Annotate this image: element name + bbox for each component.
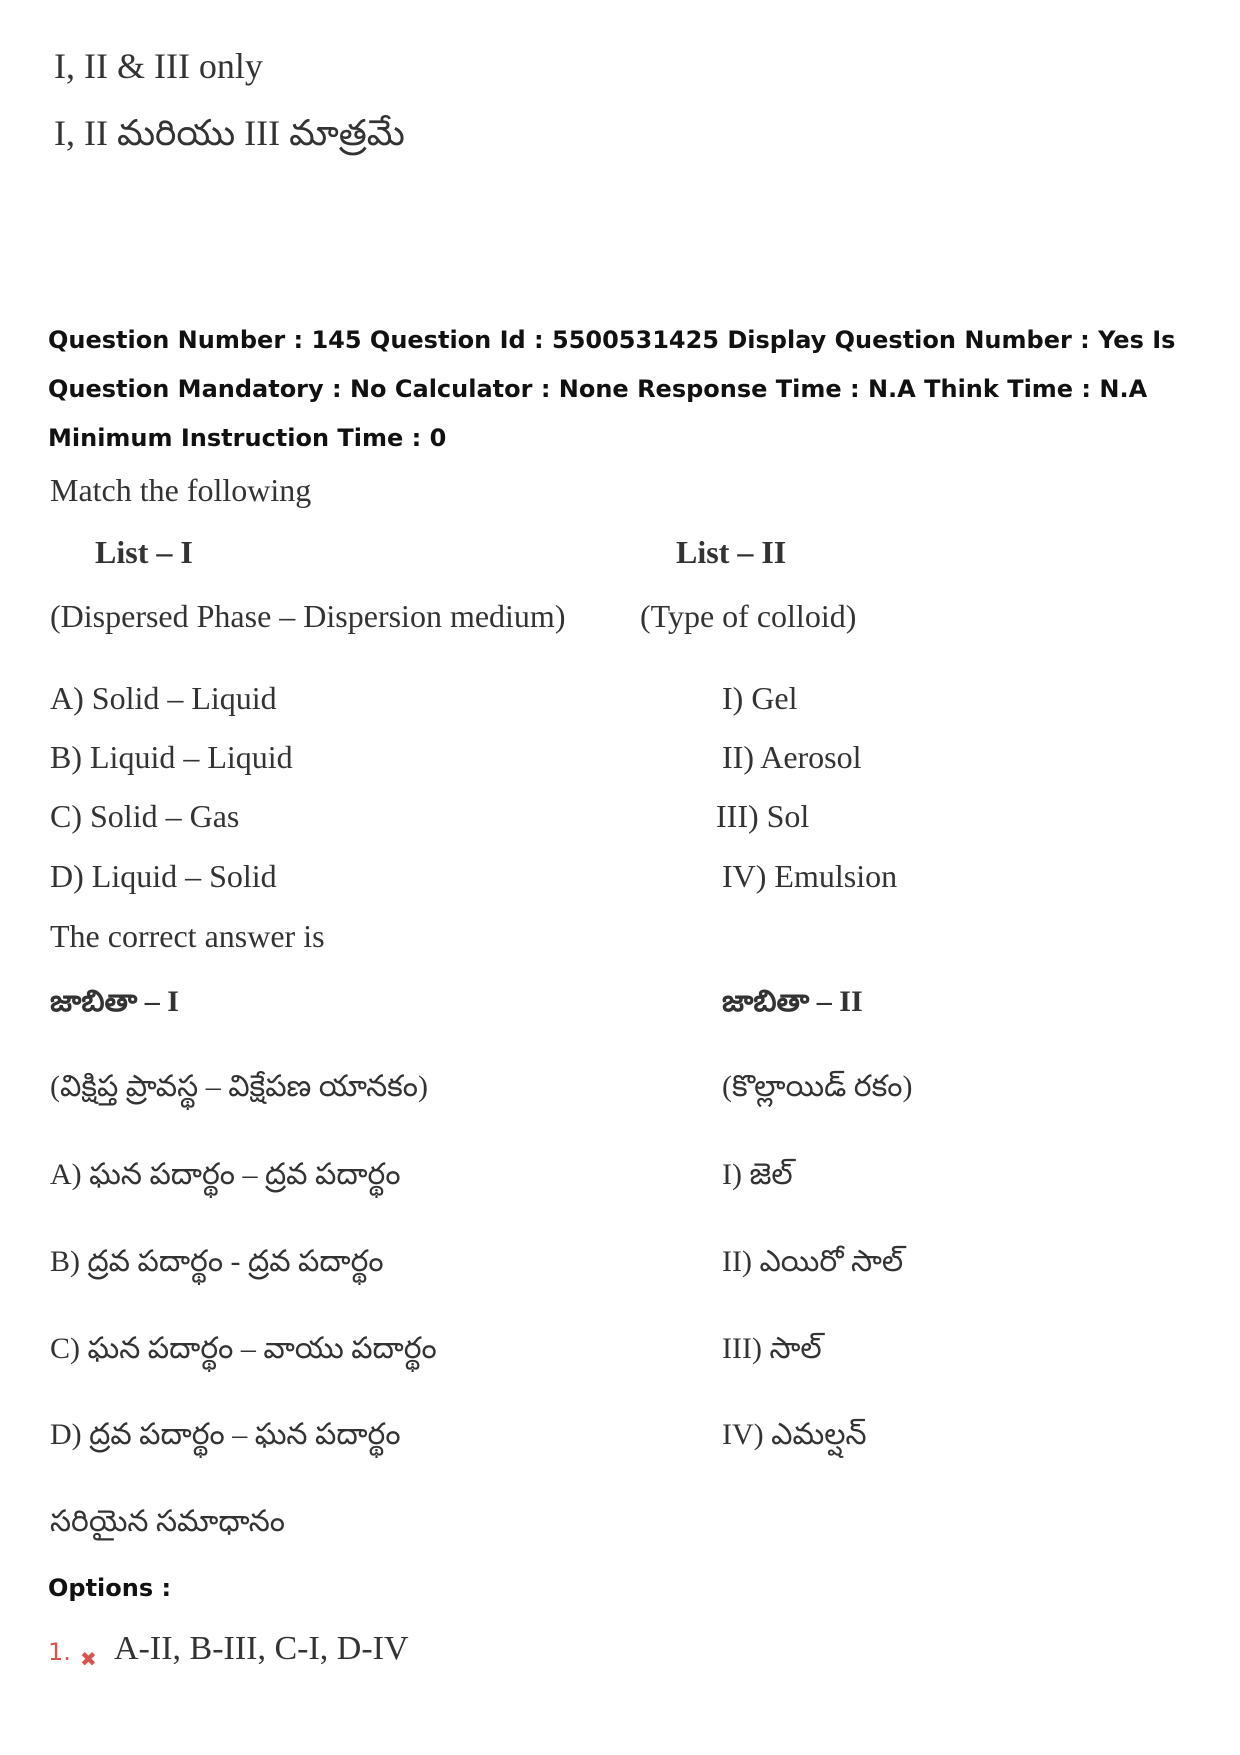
- list2-item: IV) Emulsion: [722, 858, 898, 894]
- telugu-list1-title: జాబితా – I: [50, 985, 179, 1018]
- question-meta: Question Number : 145 Question Id : 5500531425 Display Question Number : Yes Is Question Mandatory : No Calculator : None Response Time : N.A Think Time : N.A Minimum Instruction Time : 0: [48, 326, 1176, 452]
- telugu-list1-item: A) ఘన పదార్థం – ద్రవ పదార్థం: [50, 1158, 401, 1191]
- option-row: [48, 1638, 71, 1666]
- telugu-list2-item: I) జెల్: [722, 1158, 793, 1191]
- list1-item: A) Solid – Liquid: [50, 680, 277, 716]
- list2-item: I) Gel: [722, 680, 798, 716]
- previous-option-english: I, II & III only: [54, 46, 263, 86]
- option-number: 1.: [48, 1638, 71, 1666]
- list2-item: III) Sol: [716, 798, 810, 834]
- options-label: Options :: [48, 1574, 172, 1602]
- telugu-list1-item: B) ద్రవ పదార్థం - ద్రవ పదార్థం: [50, 1245, 384, 1278]
- list2-item: II) Aerosol: [722, 739, 862, 775]
- list1-item: D) Liquid – Solid: [50, 858, 277, 894]
- telugu-list1-item: C) ఘన పదార్థం – వాయు పదార్థం: [50, 1332, 437, 1365]
- telugu-list2-subtitle: (కొల్లాయిడ్ రకం): [722, 1070, 913, 1103]
- telugu-answer-prompt: సరియైన సమాధానం: [50, 1505, 285, 1538]
- question-instruction: Match the following: [50, 472, 312, 508]
- answer-prompt: The correct answer is: [50, 918, 325, 954]
- telugu-list2-item: II) ఎయిరో సాల్: [722, 1245, 904, 1278]
- telugu-list1-item: D) ద్రవ పదార్థం – ఘన పదార్థం: [50, 1418, 401, 1451]
- telugu-list2-item: IV) ఎమల్షన్: [722, 1418, 867, 1451]
- telugu-list1-subtitle: (విక్షిప్త ప్రావస్థ – విక్షేపణ యానకం): [50, 1070, 429, 1103]
- list2-title: List – II: [676, 534, 787, 570]
- list1-title: List – I: [95, 534, 193, 570]
- list2-subtitle: (Type of colloid): [640, 598, 857, 634]
- list1-item: C) Solid – Gas: [50, 798, 240, 834]
- telugu-list2-item: III) సాల్: [722, 1332, 822, 1365]
- option-text: A-II, B-III, C-I, D-IV: [114, 1630, 409, 1667]
- cross-icon: ✖: [80, 1649, 97, 1671]
- list1-item: B) Liquid – Liquid: [50, 739, 293, 775]
- previous-option-telugu: I, II మరియు III మాత్రమే: [54, 113, 405, 153]
- list1-subtitle: (Dispersed Phase – Dispersion medium): [50, 598, 566, 634]
- telugu-list2-title: జాబితా – II: [722, 985, 863, 1018]
